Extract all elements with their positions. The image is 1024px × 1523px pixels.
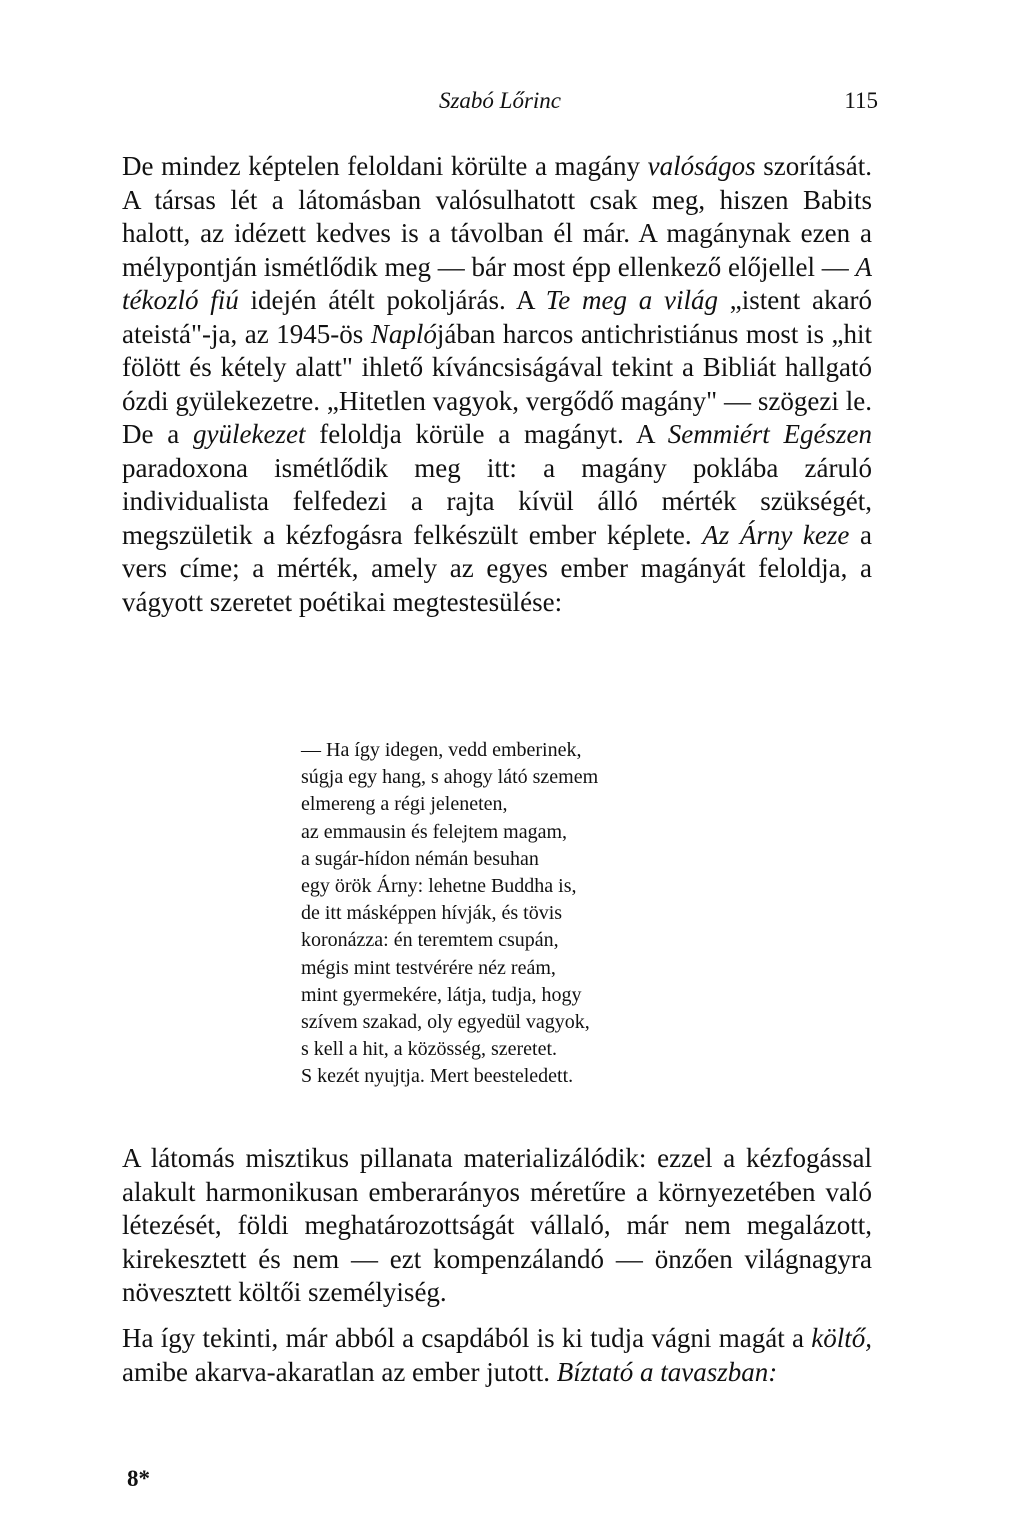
italic-title: Bíztató a tavaszban:: [556, 1356, 778, 1387]
text-run: szorítását. A társas lét a látomásban valósulhatott csak meg, hiszen Babits halott, az idézett kedves is a távolban él már. A magánynak ezen a mélypontján ismétlődik meg — bár most épp ellenkező előjellel —: [122, 151, 872, 282]
poem-line: elmereng a régi jeleneten,: [301, 793, 508, 816]
italic-title: Semmiért Egészen: [667, 419, 872, 449]
poem-quote: [301, 737, 598, 1091]
poem-line: s kell a hit, a közösség, szeretet.: [301, 1038, 558, 1061]
poem-line: mégis mint testvérére néz reám,: [301, 956, 556, 979]
text-run: Ha így tekinti, már abból a csapdából is ki tudja vágni magát a: [122, 1323, 812, 1353]
poem-line: de itt másképpen hívják, és tövis: [301, 902, 563, 925]
text-run: paradoxona ismétlődik meg itt: a magány poklába záruló individualista felfedezi a rajta kívül álló mérték szükségét, megszületik a kézfogásra felkészült ember képlete.: [122, 452, 872, 550]
poem-line: — Ha így idegen, vedd emberinek,: [301, 739, 582, 761]
italic-run: gyülekezet: [193, 419, 306, 449]
poem-line: S kezét nyujtja. Mert beesteledett.: [301, 1065, 574, 1088]
paragraph-3: [122, 1322, 872, 1389]
paragraph-1: [122, 150, 872, 619]
running-head: Szabó Lőrinc: [438, 88, 562, 113]
italic-title: Napló: [370, 318, 437, 349]
text-run: feloldja körüle a magányt. A: [305, 419, 668, 449]
italic-run: valóságos: [647, 151, 756, 181]
poem-line: mint gyermekére, látja, tudja, hogy: [301, 983, 582, 1006]
text-run: „istent akaró ateistá"-ja, az 1945-ös: [122, 285, 872, 349]
page-header: [122, 88, 878, 120]
poem-line: szívem szakad, oly egyedül vagyok,: [301, 1011, 590, 1034]
text-run: a vers címe; a mérték, amely az egyes ember magányát feloldja, a vágyott szeretet poétikai megtestesülése:: [122, 519, 872, 617]
text-run: amibe akarva-akaratlan az ember jutott.: [122, 1356, 557, 1387]
text-run: De mindez képtelen feloldani körülte a magány: [122, 151, 648, 181]
text-run: jában harcos antichristiánus most is „hit fölött és kétely alatt" ihlető kíváncsiságával tekint a Bibliát hallgató ózdi gyülekezetre. „Hitetlen vagyok, vergődő magány" — szögezi le. De a: [122, 318, 872, 449]
italic-title: Te meg a világ: [545, 285, 719, 315]
page-number: 115: [844, 88, 878, 113]
poem-line: a sugár-hídon némán besuhan: [301, 847, 539, 870]
text-run: idején átélt pokoljárás. A: [238, 285, 546, 315]
poem-line: az emmausin és felejtem magam,: [301, 820, 568, 843]
poem-line: koronázza: én teremtem csupán,: [301, 929, 559, 952]
poem-line: egy örök Árny: lehetne Buddha is,: [301, 875, 577, 898]
paragraph-2: [122, 1142, 872, 1310]
italic-run: költő,: [811, 1323, 872, 1353]
italic-title: A tékozló fiú: [122, 251, 872, 315]
text-run: A látomás misztikus pillanata materializálódik: ezzel a kézfogással alakult harmonikusan emberarányos méretűre a környezetében való létezését, földi meghatározottságát vállaló, már nem megalázott, kirekesztett és nem — ezt kompenzálandó — önzően világnagyra növesztett költői személyiség.: [122, 1143, 872, 1307]
signature-mark: 8*: [127, 1466, 150, 1491]
poem-line: súgja egy hang, s ahogy látó szemem: [301, 766, 599, 789]
italic-title: Az Árny keze: [702, 519, 850, 550]
